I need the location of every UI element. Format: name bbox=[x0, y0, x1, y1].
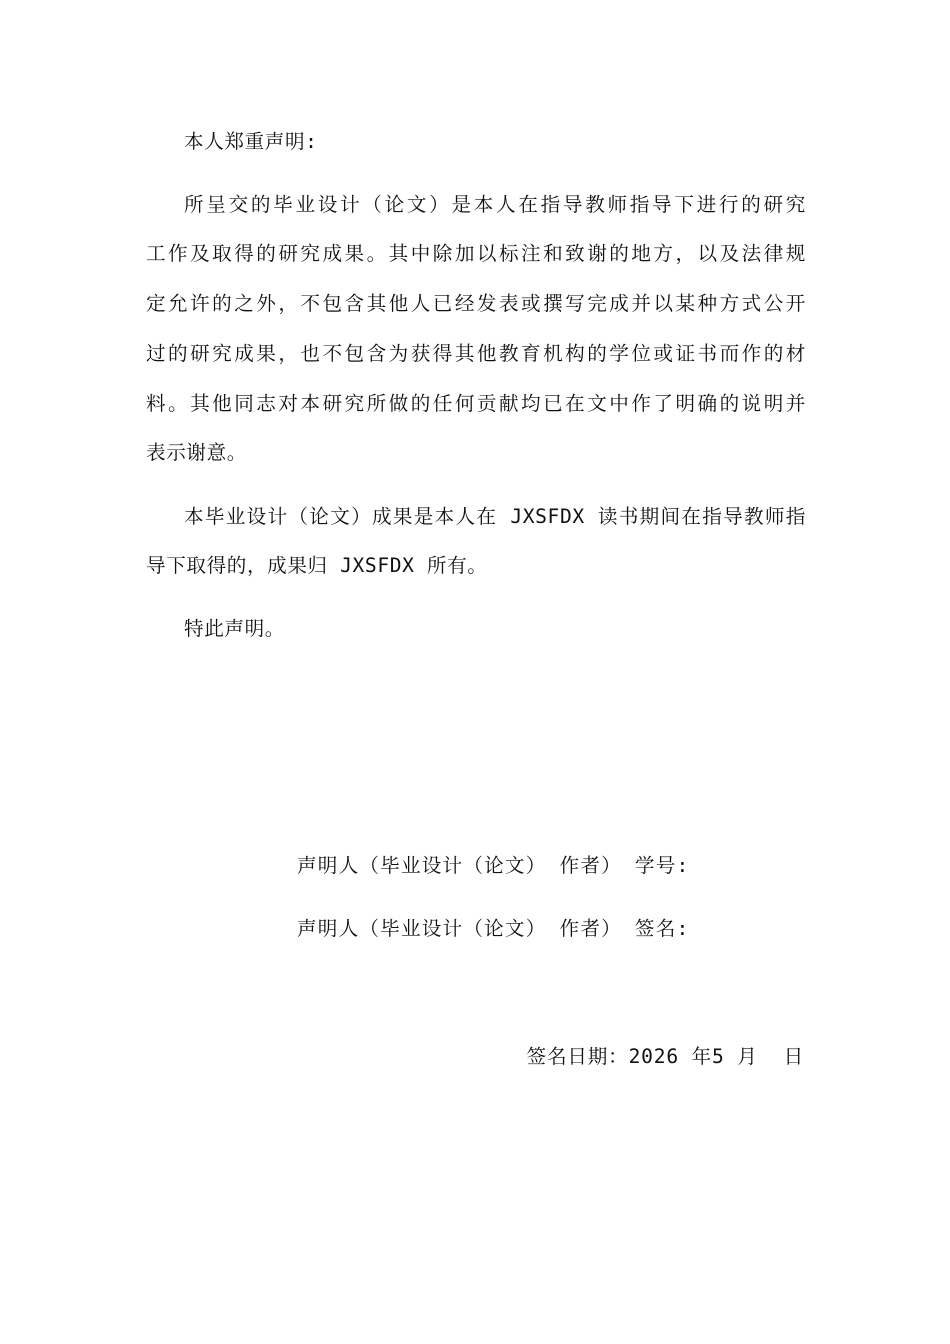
paragraph-1-line-3: 定允许的之外，不包含其他人已经发表或撰写完成并以某种方式公开 bbox=[146, 292, 806, 315]
paragraph-1-line-6: 表示谢意。 bbox=[146, 441, 247, 464]
paragraph-2-line-1: 本毕业设计（论文）成果是本人在 JXSFDX 读书期间在指导教师指 bbox=[184, 505, 806, 528]
date-label: 签名日期： bbox=[526, 1045, 629, 1068]
date-month-unit: 月 bbox=[737, 1045, 758, 1068]
paragraph-2-line-2: 导下取得的，成果归 JXSFDX 所有。 bbox=[146, 554, 488, 577]
date-year: 2026 bbox=[628, 1045, 679, 1068]
paragraph-1-line-5: 料。其他同志对本研究所做的任何贡献均已在文中作了明确的说明并 bbox=[146, 392, 806, 415]
date-month: 5 bbox=[711, 1045, 725, 1068]
declaration-heading: 本人郑重声明: bbox=[184, 130, 318, 153]
student-id-label: 声明人（毕业设计（论文） 作者） 学号: bbox=[297, 854, 690, 877]
paragraph-1-line-2: 工作及取得的研究成果。其中除加以标注和致谢的地方，以及法律规 bbox=[146, 242, 806, 265]
signature-label: 声明人（毕业设计（论文） 作者） 签名: bbox=[297, 917, 690, 940]
signature-date bbox=[527, 1045, 804, 1069]
date-day-unit: 日 bbox=[783, 1045, 804, 1068]
declaration-closing: 特此声明。 bbox=[184, 617, 285, 640]
paragraph-1-line-1: 所呈交的毕业设计（论文）是本人在指导教师指导下进行的研究 bbox=[184, 193, 806, 216]
date-year-unit: 年 bbox=[691, 1045, 712, 1068]
paragraph-1-line-4: 过的研究成果，也不包含为获得其他教育机构的学位或证书而作的材 bbox=[146, 342, 806, 365]
